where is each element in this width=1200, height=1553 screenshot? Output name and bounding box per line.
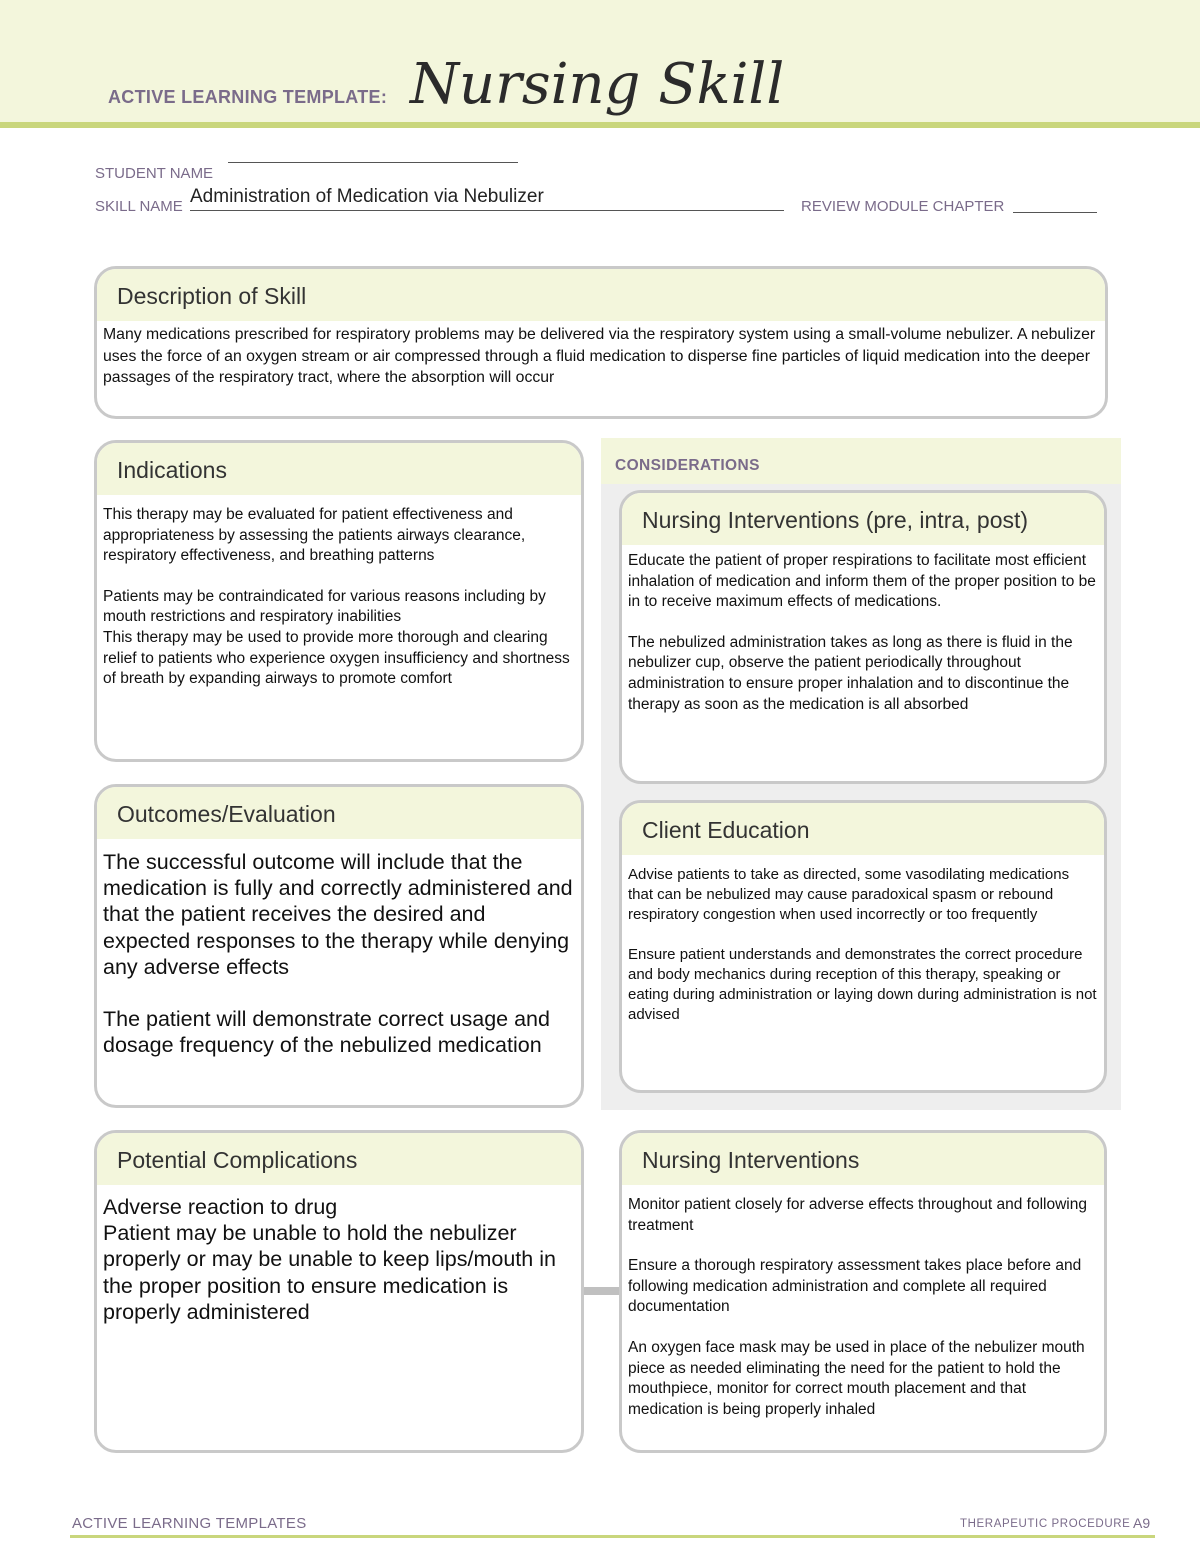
indications-paragraph: Patients may be contraindicated for various reasons including by mouth restrictions and respiratory inabilities This therapy may be used to provide more thorough and clearing relief to patients who experience oxygen insufficiency and shortness of breath by expanding airways to promote comfort xyxy=(103,587,570,688)
description-heading: Description of Skill xyxy=(117,283,307,309)
nursing-interventions-box xyxy=(619,1130,1107,1453)
review-module-field[interactable] xyxy=(1013,198,1097,213)
outcomes-header xyxy=(97,787,581,839)
indications-box xyxy=(94,440,584,762)
nursing-interventions-pip-paragraph: Educate the patient of proper respirations to facilitate most efficient inhalation of medication and inform them of the proper position to be in to receive maximum effects of medications. xyxy=(628,552,1096,611)
nursing-interventions-body xyxy=(622,1185,1104,1420)
client-education-box xyxy=(619,800,1107,1093)
client-education-body xyxy=(622,855,1104,1025)
outcomes-body xyxy=(97,839,581,1058)
page-number: A9 xyxy=(1133,1515,1151,1531)
considerations-header xyxy=(601,438,1121,484)
client-education-paragraph: Advise patients to take as directed, some vasodilating medications that can be nebulized may cause paradoxical spasm or rebound respiratory congestion when used incorrectly or too frequently xyxy=(628,866,1070,923)
client-education-header xyxy=(622,803,1104,855)
nursing-interventions-heading: Nursing Interventions xyxy=(642,1147,860,1173)
nursing-interventions-paragraph: Ensure a thorough respiratory assessment takes place before and following medication administration and complete all required documentation xyxy=(628,1257,1082,1316)
outcomes-paragraph: The successful outcome will include that the medication is fully and correctly administered and that the patient receives the desired and expected responses to the therapy while denying any adverse effects xyxy=(103,850,573,979)
indications-header xyxy=(97,443,581,495)
page-title: Nursing Skill xyxy=(410,52,785,117)
nursing-interventions-pip-box xyxy=(619,490,1107,784)
footer-rule xyxy=(70,1535,1155,1538)
indications-heading: Indications xyxy=(117,457,227,483)
nursing-interventions-pip-heading: Nursing Interventions (pre, intra, post) xyxy=(642,507,1029,533)
client-education-heading: Client Education xyxy=(642,817,810,843)
indications-paragraph: This therapy may be evaluated for patient effectiveness and appropriateness by assessing the patients airways clearance, respiratory effectiveness, and breathing patterns xyxy=(103,506,526,565)
complications-text: Adverse reaction to drug Patient may be unable to hold the nebulizer properly or may be unable to keep lips/mouth in the proper position to ensure medication is properly administered xyxy=(103,1195,556,1324)
connector-bar xyxy=(582,1287,620,1295)
skill-name-label: SKILL NAME xyxy=(95,198,183,215)
outcomes-paragraph: The patient will demonstrate correct usage and dosage frequency of the nebulized medication xyxy=(103,1007,550,1058)
student-name-label: STUDENT NAME xyxy=(95,165,214,182)
complications-box xyxy=(94,1130,584,1453)
nursing-interventions-paragraph: Monitor patient closely for adverse effects throughout and following treatment xyxy=(628,1196,1087,1234)
student-name-field[interactable] xyxy=(228,162,518,163)
complications-heading: Potential Complications xyxy=(117,1147,358,1173)
description-text: Many medications prescribed for respiratory problems may be delivered via the respiratory system using a small-volume nebulizer. A nebulizer uses the force of an oxygen stream or air compressed through a fluid medication to disperse fine particles of liquid medication into the deeper passages of the respiratory tract, where the absorption will occur xyxy=(103,326,1096,386)
nursing-interventions-pip-paragraph: The nebulized administration takes as long as there is fluid in the nebulizer cup, observe the patient periodically throughout administration to ensure proper inhalation and to discontinue the therapy as soon as the medication is all absorbed xyxy=(628,633,1073,713)
outcomes-box xyxy=(94,784,584,1108)
footer-procedure-label: THERAPEUTIC PROCEDURE xyxy=(960,1518,1131,1530)
client-education-paragraph: Ensure patient understands and demonstrates the correct procedure and body mechanics during reception of this therapy, speaking or eating during administration or laying down during administration is not advised xyxy=(628,946,1097,1023)
complications-header xyxy=(97,1133,581,1185)
header-rule xyxy=(0,122,1200,128)
indications-body xyxy=(97,495,581,690)
description-header xyxy=(97,269,1105,321)
review-module-label: REVIEW MODULE CHAPTER xyxy=(801,198,1005,215)
nursing-interventions-pip-header xyxy=(622,493,1104,545)
nursing-interventions-paragraph: An oxygen face mask may be used in place of the nebulizer mouth piece as needed eliminating the need for the patient to hold the mouthpiece, monitor for correct mouth placement and that medication is being properly inhaled xyxy=(628,1338,1085,1418)
template-label: ACTIVE LEARNING TEMPLATE: xyxy=(108,87,388,107)
footer-templates-label: ACTIVE LEARNING TEMPLATES xyxy=(72,1515,307,1532)
nursing-interventions-pip-body xyxy=(622,545,1104,715)
outcomes-heading: Outcomes/Evaluation xyxy=(117,801,336,827)
skill-name-value: Administration of Medication via Nebulizer xyxy=(190,186,544,207)
considerations-label: CONSIDERATIONS xyxy=(615,457,760,474)
description-box xyxy=(94,266,1108,419)
nursing-interventions-header xyxy=(622,1133,1104,1185)
